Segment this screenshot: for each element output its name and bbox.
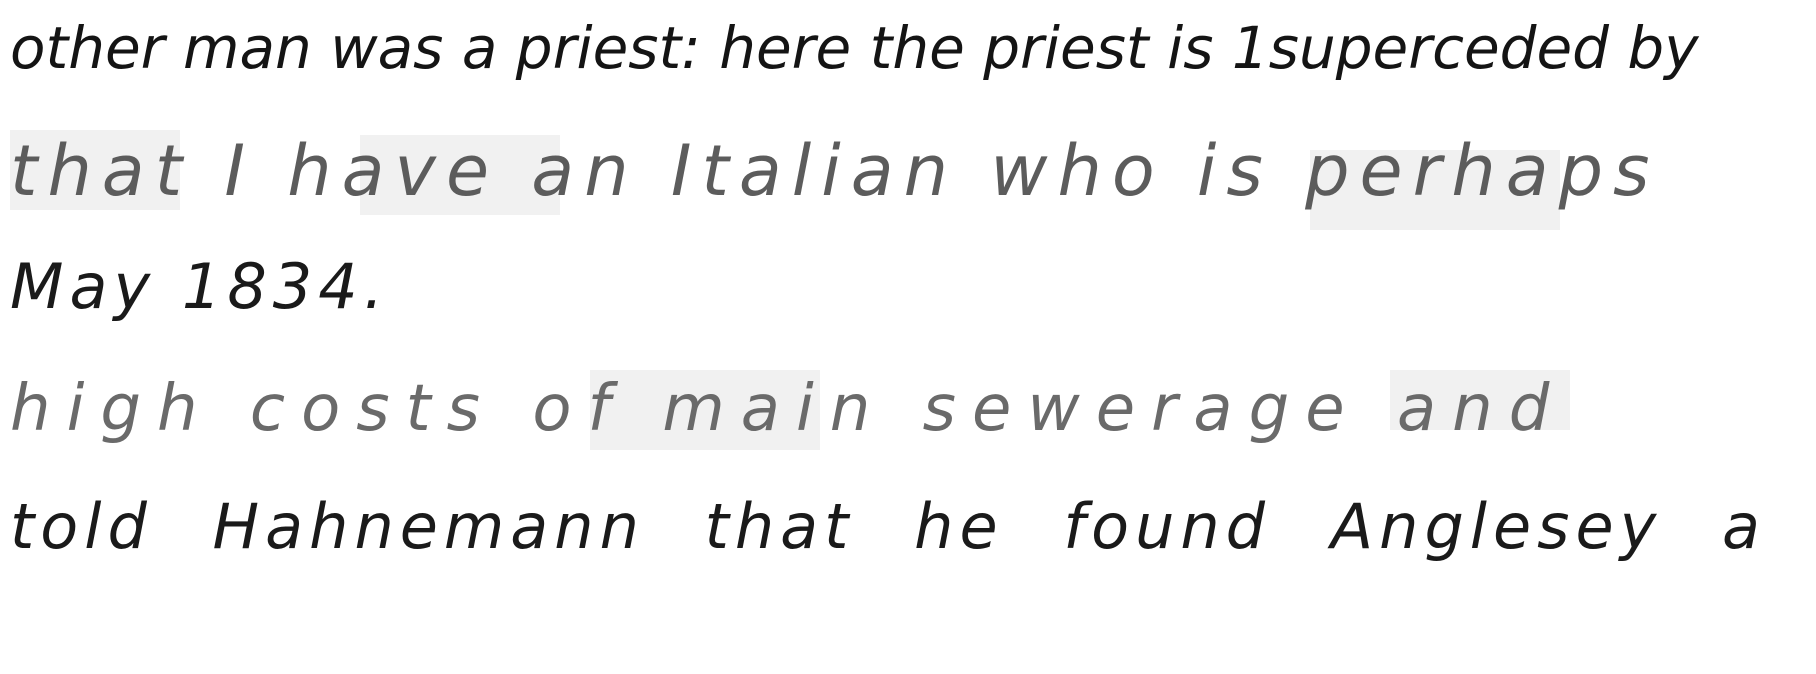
handwritten-line-5: told Hahnemann that he found Anglesey a	[10, 490, 1767, 563]
handwritten-line-2: that I have an Italian who is perhaps	[10, 130, 1660, 212]
handwritten-line-4: high costs of main sewerage and	[10, 372, 1566, 446]
handwritten-line-3: May 1834.	[10, 250, 390, 323]
handwritten-line-1: other man was a priest: here the priest is 1superceded by	[10, 14, 1699, 82]
